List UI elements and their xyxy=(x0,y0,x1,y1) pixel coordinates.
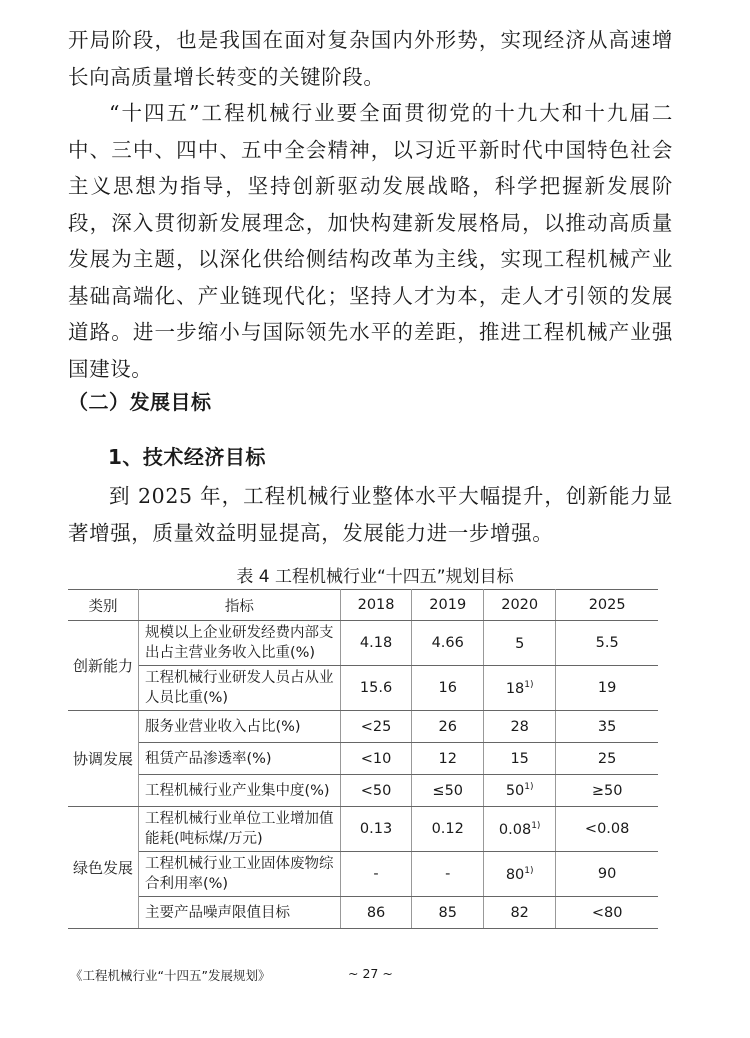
indicator-cell: 租赁产品渗透率(%) xyxy=(138,743,340,775)
header-2025: 2025 xyxy=(556,590,658,621)
page-footer xyxy=(70,966,680,986)
table-row xyxy=(68,621,658,666)
indicator-cell: 主要产品噪声限值目标 xyxy=(138,897,340,929)
indicator-cell: 服务业营业收入占比(%) xyxy=(138,711,340,743)
value-2020-number: 0.08 xyxy=(498,821,532,838)
table-row xyxy=(68,807,658,852)
paragraph-continuation: 开局阶段，也是我国在面对复杂国内外形势，实现经济从高速增长向高质量增长转变的关键阶段。 xyxy=(68,28,673,89)
value-2020-number: 80 xyxy=(505,866,525,883)
value-2020-number: 15 xyxy=(510,751,529,767)
header-category: 类别 xyxy=(68,590,138,621)
table-caption: 表 4 工程机械行业“十四五”规划目标 xyxy=(236,567,514,587)
value-2018: 4.18 xyxy=(340,621,412,666)
value-2020-number: 28 xyxy=(510,719,529,735)
value-2025: <80 xyxy=(556,897,658,929)
table-row xyxy=(68,852,658,897)
table-row xyxy=(68,897,658,929)
indicator-cell: 工程机械行业研发人员占从业人员比重(%) xyxy=(138,666,340,711)
value-2025: ≥50 xyxy=(556,775,658,807)
value-2020-number: 5 xyxy=(515,635,525,652)
targets-table xyxy=(68,589,658,929)
section-heading: （二）发展目标 xyxy=(68,390,212,414)
header-2019: 2019 xyxy=(412,590,484,621)
indicator-cell: 工程机械行业工业固体废物综合利用率(%) xyxy=(138,852,340,897)
value-2018: <25 xyxy=(340,711,412,743)
indicator-cell: 工程机械行业产业集中度(%) xyxy=(138,775,340,807)
value-2020 xyxy=(484,666,556,711)
footnote-marker: 1) xyxy=(531,820,541,831)
value-2018: 86 xyxy=(340,897,412,929)
value-2020 xyxy=(484,621,556,666)
value-2019: 85 xyxy=(412,897,484,929)
value-2019: - xyxy=(412,852,484,897)
value-2020 xyxy=(484,807,556,852)
indicator-cell: 工程机械行业单位工业增加值能耗(吨标煤/万元) xyxy=(138,807,340,852)
value-2019: 12 xyxy=(412,743,484,775)
value-2025: 90 xyxy=(556,852,658,897)
value-2018: 0.13 xyxy=(340,807,412,852)
footer-page-number: ~ 27 ~ xyxy=(348,966,393,981)
value-2019: ≤50 xyxy=(412,775,484,807)
value-2025: 5.5 xyxy=(556,621,658,666)
header-2020: 2020 xyxy=(484,590,556,621)
value-2018: 15.6 xyxy=(340,666,412,711)
footnote-marker: 1) xyxy=(524,782,534,792)
table-row xyxy=(68,743,658,775)
value-2019: 16 xyxy=(412,666,484,711)
paragraph-2025-targets: 到 2025 年，工程机械行业整体水平大幅提升，创新能力显著增强，质量效益明显提高，发展能力进一步增强。 xyxy=(68,484,673,545)
table-row xyxy=(68,711,658,743)
value-2020-number: 82 xyxy=(510,905,529,921)
subsection-heading: 1、技术经济目标 xyxy=(108,445,266,469)
category-cell: 绿色发展 xyxy=(68,807,138,929)
value-2025: 19 xyxy=(556,666,658,711)
category-cell: 创新能力 xyxy=(68,621,138,711)
value-2020-number: 50 xyxy=(505,783,525,799)
value-2020 xyxy=(484,711,556,743)
table-row xyxy=(68,666,658,711)
value-2020 xyxy=(484,852,556,897)
value-2020-number: 18 xyxy=(505,680,525,697)
header-2018: 2018 xyxy=(340,590,412,621)
footer-document-title: 《工程机械行业“十四五”发展规划》 xyxy=(70,968,271,983)
value-2025: 25 xyxy=(556,743,658,775)
value-2018: - xyxy=(340,852,412,897)
value-2018: <50 xyxy=(340,775,412,807)
footnote-marker: 1) xyxy=(524,679,534,690)
value-2025: 35 xyxy=(556,711,658,743)
header-indicator: 指标 xyxy=(138,590,340,621)
table-header-row xyxy=(68,590,658,621)
indicator-cell: 规模以上企业研发经费内部支出占主营业务收入比重(%) xyxy=(138,621,340,666)
table-row xyxy=(68,775,658,807)
value-2019: 26 xyxy=(412,711,484,743)
value-2020 xyxy=(484,775,556,807)
value-2020 xyxy=(484,897,556,929)
value-2025: <0.08 xyxy=(556,807,658,852)
value-2019: 4.66 xyxy=(412,621,484,666)
value-2018: <10 xyxy=(340,743,412,775)
value-2019: 0.12 xyxy=(412,807,484,852)
value-2020 xyxy=(484,743,556,775)
paragraph-guiding-principles: “十四五”工程机械行业要全面贯彻党的十九大和十九届二中、三中、四中、五中全会精神，以习近平新时代中国特色社会主义思想为指导，坚持创新驱动发展战略，科学把握新发展阶段，深入贯彻新发展理念，加快构建新发展格局，以推动高质量发展为主题，以深化供给侧结构改革为主线，实现工程机械产业基础高端化、产业链现代化；坚持人才为本，走人才引领的发展道路。进一步缩小与国际领先水平的差距，推进工程机械产业强国建设。 xyxy=(68,101,673,381)
footnote-marker: 1) xyxy=(524,865,534,876)
category-cell: 协调发展 xyxy=(68,711,138,807)
